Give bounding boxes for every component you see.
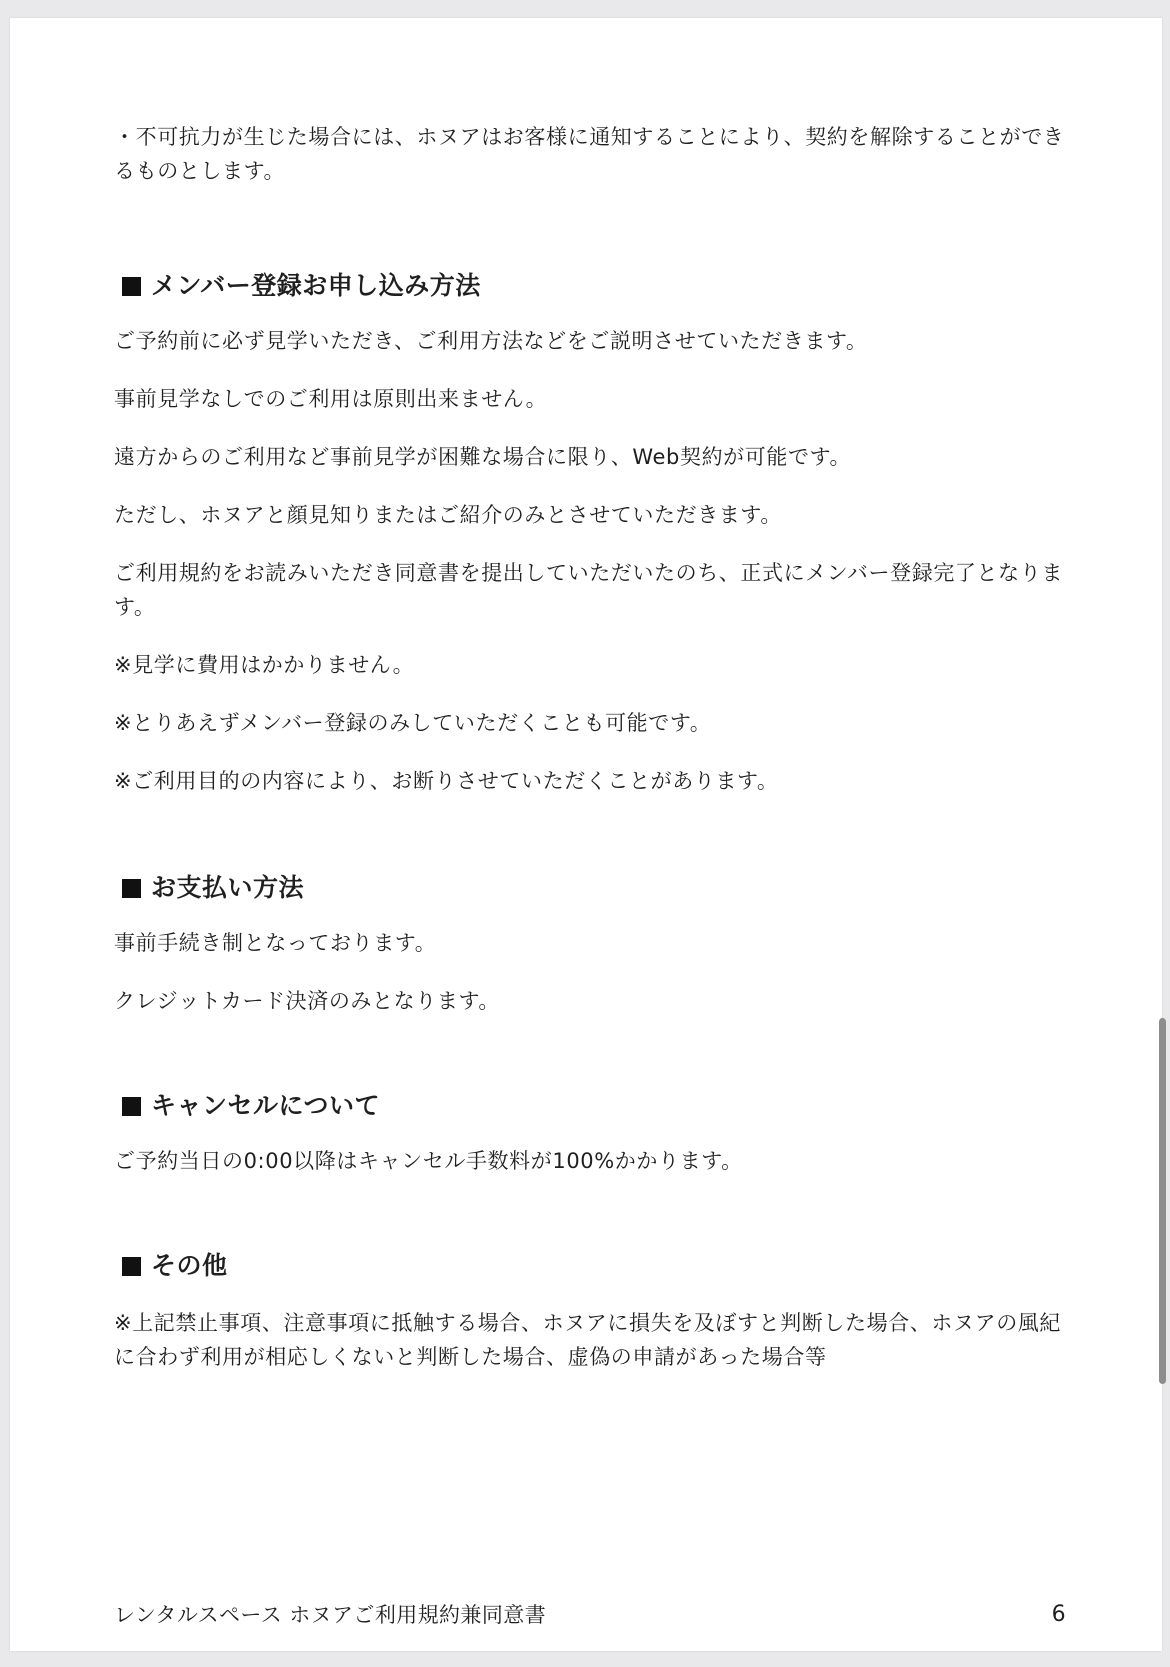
- intro-paragraph: ・不可抗力が生じた場合には、ホヌアはお客様に通知することにより、契約を解除することができるものとします。: [114, 125, 1065, 183]
- section-heading-text: お支払い方法: [151, 873, 305, 902]
- section-heading: [114, 1086, 1074, 1126]
- section-payment-method: [114, 868, 1074, 1018]
- section-other: [114, 1246, 1074, 1374]
- paragraph: ご利用規約をお読みいただき同意書を提出していただいたのち、正式にメンバー登録完了となります。: [114, 561, 1063, 619]
- paragraph: ※上記禁止事項、注意事項に抵触する場合、ホヌアに損失を及ぼすと判断した場合、ホヌアの風紀に合わず利用が相応しくないと判断した場合、虚偽の申請があった場合等: [114, 1311, 1061, 1369]
- section-membership-application: [114, 266, 1074, 798]
- footer-document-title: レンタルスペース ホヌアご利用規約兼同意書: [114, 1603, 547, 1627]
- paragraph: ※ご利用目的の内容により、お断りさせていただくことがあります。: [114, 769, 779, 793]
- vertical-scrollbar-thumb[interactable]: [1159, 1018, 1166, 1384]
- paragraph: ただし、ホヌアと顔見知りまたはご紹介のみとさせていただきます。: [114, 503, 782, 527]
- paragraph: 事前手続き制となっております。: [114, 931, 437, 955]
- section-heading: [114, 266, 1074, 306]
- paragraph: ※見学に費用はかかりません。: [114, 653, 415, 677]
- section-heading-text: その他: [151, 1251, 228, 1280]
- section-cancellation: [114, 1086, 1074, 1178]
- black-square-icon: [122, 277, 141, 296]
- page-footer: [114, 1600, 1066, 1630]
- black-square-icon: [122, 879, 141, 898]
- paragraph: ご予約当日の0:00以降はキャンセル手数料が100%かかります。: [114, 1149, 743, 1173]
- paragraph: 事前見学なしでのご利用は原則出来ません。: [114, 387, 548, 411]
- document-page: [10, 18, 1162, 1651]
- paragraph: クレジットカード決済のみとなります。: [114, 989, 500, 1013]
- section-heading: [114, 1246, 1074, 1286]
- paragraph: 遠方からのご利用など事前見学が困難な場合に限り、Web契約が可能です。: [114, 445, 852, 469]
- section-heading: [114, 868, 1074, 908]
- section-heading-text: メンバー登録お申し込み方法: [151, 271, 481, 300]
- page-number: 6: [1051, 1602, 1066, 1627]
- paragraph: ご予約前に必ず見学いただき、ご利用方法などをご説明させていただきます。: [114, 329, 868, 353]
- section-heading-text: キャンセルについて: [151, 1091, 381, 1120]
- document-content: [114, 120, 1074, 1374]
- black-square-icon: [122, 1257, 141, 1276]
- black-square-icon: [122, 1097, 141, 1116]
- paragraph: ※とりあえずメンバー登録のみしていただくことも可能です。: [114, 711, 712, 735]
